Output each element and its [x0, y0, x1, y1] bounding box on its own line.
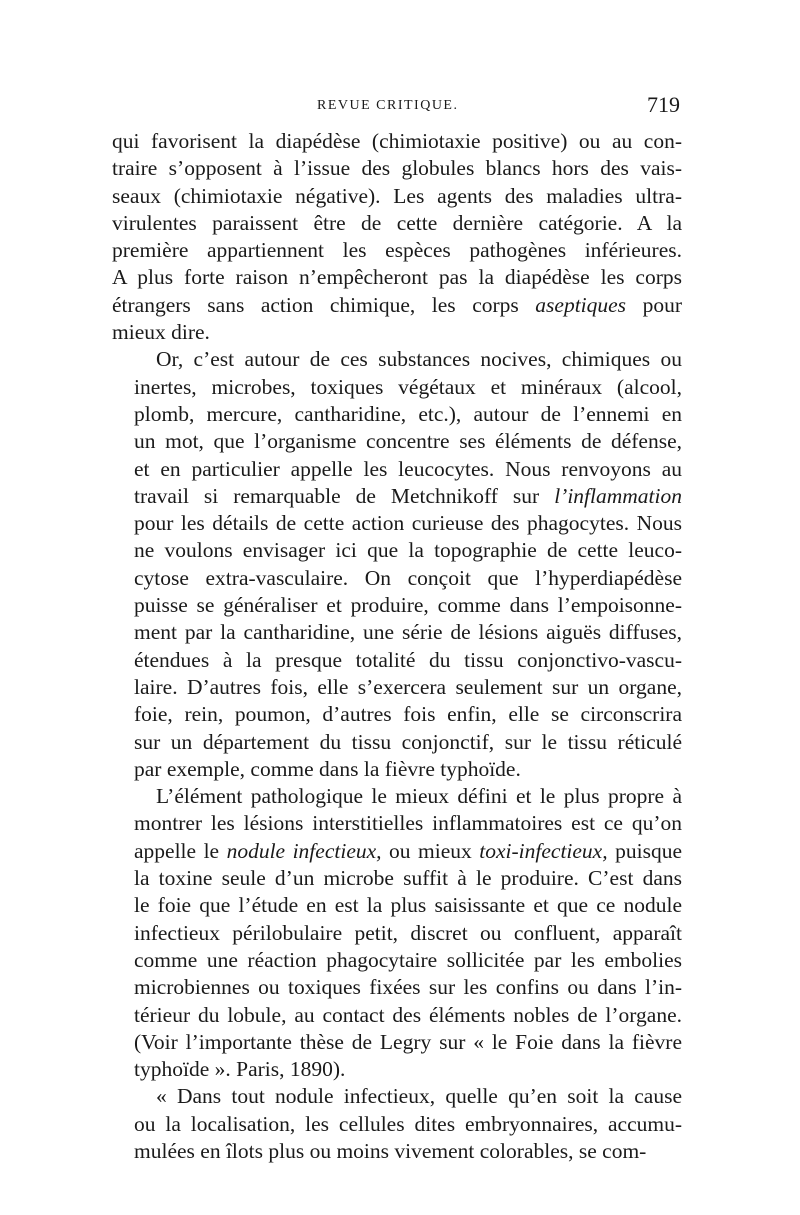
running-title: REVUE CRITIQUE.: [317, 98, 459, 113]
text-line: étrangers sans action chimique, les corps aseptiques pour: [112, 292, 682, 317]
text-line: typhoïde ». Paris, 1890).: [134, 1057, 346, 1082]
text-line: ment par la cantharidine, une série de lésions aiguës diffuses,: [134, 620, 682, 645]
text-line: microbiennes ou toxiques fixées sur les confins ou dans l’in-: [134, 975, 682, 1000]
paragraph: [112, 128, 682, 346]
text-line: inertes, microbes, toxiques végétaux et minéraux (alcool,: [134, 374, 682, 399]
text-line: laire. D’autres fois, elle s’exercera seulement sur un organe,: [134, 674, 682, 699]
text-line: infectieux périlobulaire petit, discret ou confluent, apparaît: [134, 920, 682, 945]
paragraph: [112, 1083, 682, 1165]
text-line: qui favorisent la diapédèse (chimiotaxie positive) ou au con-: [112, 129, 682, 153]
text-line: première appartiennent les espèces pathogènes inférieures.: [112, 238, 682, 263]
text-line: foie, rein, poumon, d’autres fois enfin, elle se circonscrira: [134, 702, 682, 727]
text-line: plomb, mercure, cantharidine, etc.), autour de l’ennemi en: [134, 401, 682, 426]
text-line: mulées en îlots plus ou moins vivement colorables, se com-: [134, 1138, 647, 1163]
text-line: seaux (chimiotaxie négative). Les agents des maladies ultra-: [112, 183, 682, 208]
running-head: [112, 92, 682, 126]
text-line: (Voir l’importante thèse de Legry sur « le Foie dans la fièvre: [134, 1029, 682, 1054]
text-line: travail si remarquable de Metchnikoff sur l’inflammation: [134, 483, 682, 508]
text-line: par exemple, comme dans la fièvre typhoïde.: [134, 756, 521, 781]
body-text: [112, 128, 682, 1165]
text-line: cytose extra-vasculaire. On conçoit que l’hyperdiapédèse: [134, 565, 682, 590]
text-line: L’élément pathologique le mieux défini et le plus propre à: [156, 784, 682, 809]
text-line: le foie que l’étude en est la plus saisissante et que ce nodule: [134, 893, 682, 918]
text-line: sur un département du tissu conjonctif, sur le tissu réticulé: [134, 729, 682, 754]
text-line: térieur du lobule, au contact des éléments nobles de l’organe.: [134, 1002, 682, 1027]
text-line: un mot, que l’organisme concentre ses éléments de défense,: [134, 429, 682, 454]
text-line: et en particulier appelle les leucocytes. Nous renvoyons au: [134, 456, 682, 481]
text-line: « Dans tout nodule infectieux, quelle qu’en soit la cause: [156, 1084, 682, 1109]
text-line: traire s’opposent à l’issue des globules blancs hors des vais-: [112, 156, 682, 181]
paragraph: [112, 346, 682, 783]
text-line: ou la localisation, les cellules dites embryonnaires, accumu-: [134, 1111, 682, 1136]
paragraph: [112, 783, 682, 1083]
text-line: mieux dire.: [112, 320, 210, 345]
text-line: montrer les lésions interstitielles inflammatoires est ce qu’on: [134, 811, 682, 836]
page-number: 719: [647, 92, 680, 117]
text-line: Or, c’est autour de ces substances nocives, chimiques ou: [156, 347, 682, 372]
italic-term: l’inflammation: [554, 483, 682, 508]
text-line: comme une réaction phagocytaire sollicitée par les embolies: [134, 947, 682, 972]
italic-term: toxi-infectieux,: [479, 838, 608, 863]
text-line: la toxine seule d’un microbe suffit à le produire. C’est dans: [134, 866, 682, 891]
text-line: ne voulons envisager ici que la topographie de cette leuco-: [134, 538, 682, 563]
text-line: A plus forte raison n’empêcheront pas la diapédèse les corps: [112, 265, 682, 290]
text-line: pour les détails de cette action curieuse des phagocytes. Nous: [134, 511, 682, 536]
italic-term: nodule infectieux,: [226, 838, 382, 863]
text-line: puisse se généraliser et produire, comme dans l’empoisonne-: [134, 593, 682, 618]
text-line: virulentes paraissent être de cette dernière catégorie. A la: [112, 210, 682, 235]
italic-term: aseptiques: [535, 292, 627, 317]
text-line: étendues à la presque totalité du tissu conjonctivo-vascu-: [134, 647, 682, 672]
text-line: appelle le nodule infectieux, ou mieux toxi-infectieux, puisque: [134, 838, 682, 863]
